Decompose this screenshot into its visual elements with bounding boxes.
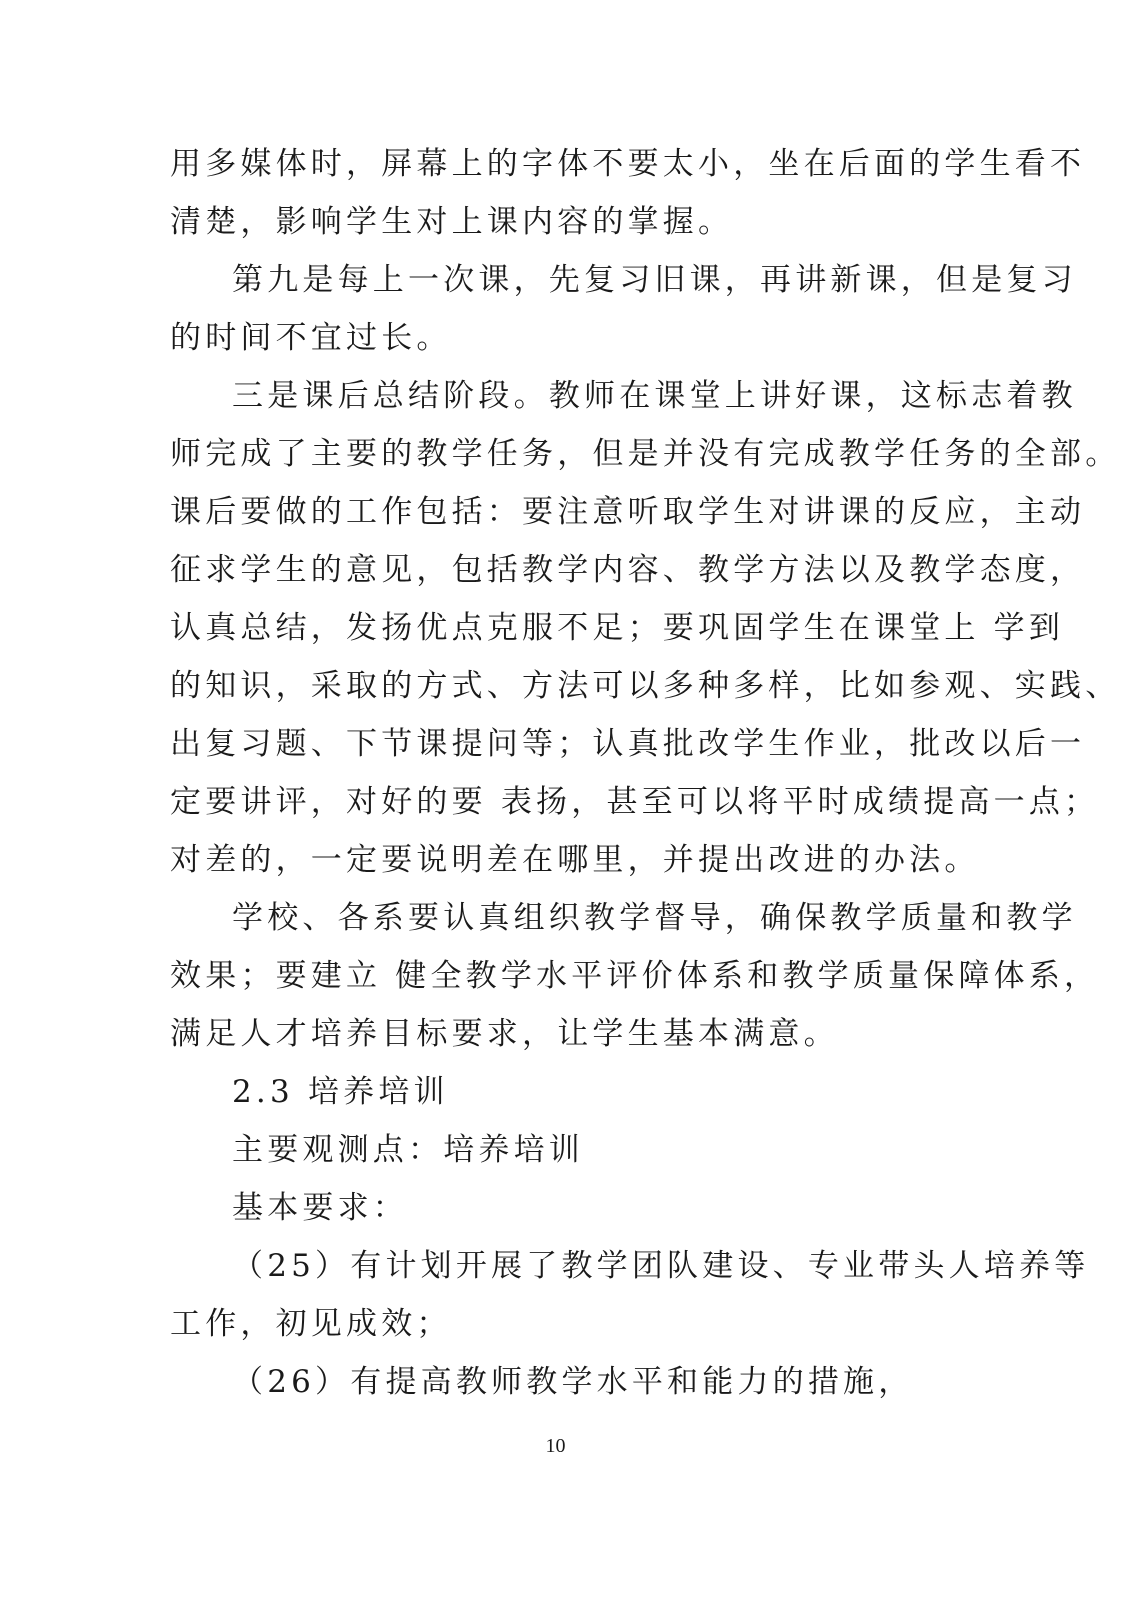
section-heading: 2.3 培养培训 bbox=[232, 1074, 449, 1110]
text-line: 满足人才培养目标要求，让学生基本满意。 bbox=[170, 1016, 839, 1052]
paragraph-first-line: 第九是每上一次课，先复习旧课，再讲新课，但是复习 bbox=[232, 262, 1077, 298]
text-line: 的时间不宜过长。 bbox=[170, 320, 452, 356]
text-line: 课后要做的工作包括：要注意听取学生对讲课的反应，主动 bbox=[170, 494, 1086, 530]
text-line: 征求学生的意见，包括教学内容、教学方法以及教学态度， bbox=[170, 552, 1086, 588]
text-line: 工作，初见成效； bbox=[170, 1306, 452, 1342]
text-line: 效果；要建立 健全教学水平评价体系和教学质量保障体系， bbox=[170, 958, 1100, 994]
page-number: 10 bbox=[545, 1435, 566, 1457]
text-line: 的知识，采取的方式、方法可以多种多样，比如参观、实践、 bbox=[170, 668, 1121, 704]
text-line: 定要讲评，对好的要 表扬，甚至可以将平时成绩提高一点； bbox=[170, 784, 1100, 820]
text-line: 对差的，一定要说明差在哪里，并提出改进的办法。 bbox=[170, 842, 980, 878]
text-line: 师完成了主要的教学任务，但是并没有完成教学任务的全部。 bbox=[170, 436, 1121, 472]
paragraph-first-line: 三是课后总结阶段。教师在课堂上讲好课，这标志着教 bbox=[232, 378, 1077, 414]
paragraph-first-line: 学校、各系要认真组织教学督导，确保教学质量和教学 bbox=[232, 900, 1077, 936]
requirements-label: 基本要求： bbox=[232, 1190, 408, 1226]
observation-point: 主要观测点：培养培训 bbox=[232, 1132, 584, 1168]
text-line: 认真总结，发扬优点克服不足；要巩固学生在课堂上 学到 bbox=[170, 610, 1065, 646]
text-line: 用多媒体时，屏幕上的字体不要太小，坐在后面的学生看不 bbox=[170, 146, 1086, 182]
text-line: 出复习题、下节课提问等；认真批改学生作业，批改以后一 bbox=[170, 726, 1086, 762]
requirement-item: （26）有提高教师教学水平和能力的措施， bbox=[232, 1364, 914, 1400]
requirement-item: （25）有计划开展了教学团队建设、专业带头人培养等 bbox=[232, 1248, 1090, 1284]
text-line: 清楚，影响学生对上课内容的掌握。 bbox=[170, 204, 734, 240]
